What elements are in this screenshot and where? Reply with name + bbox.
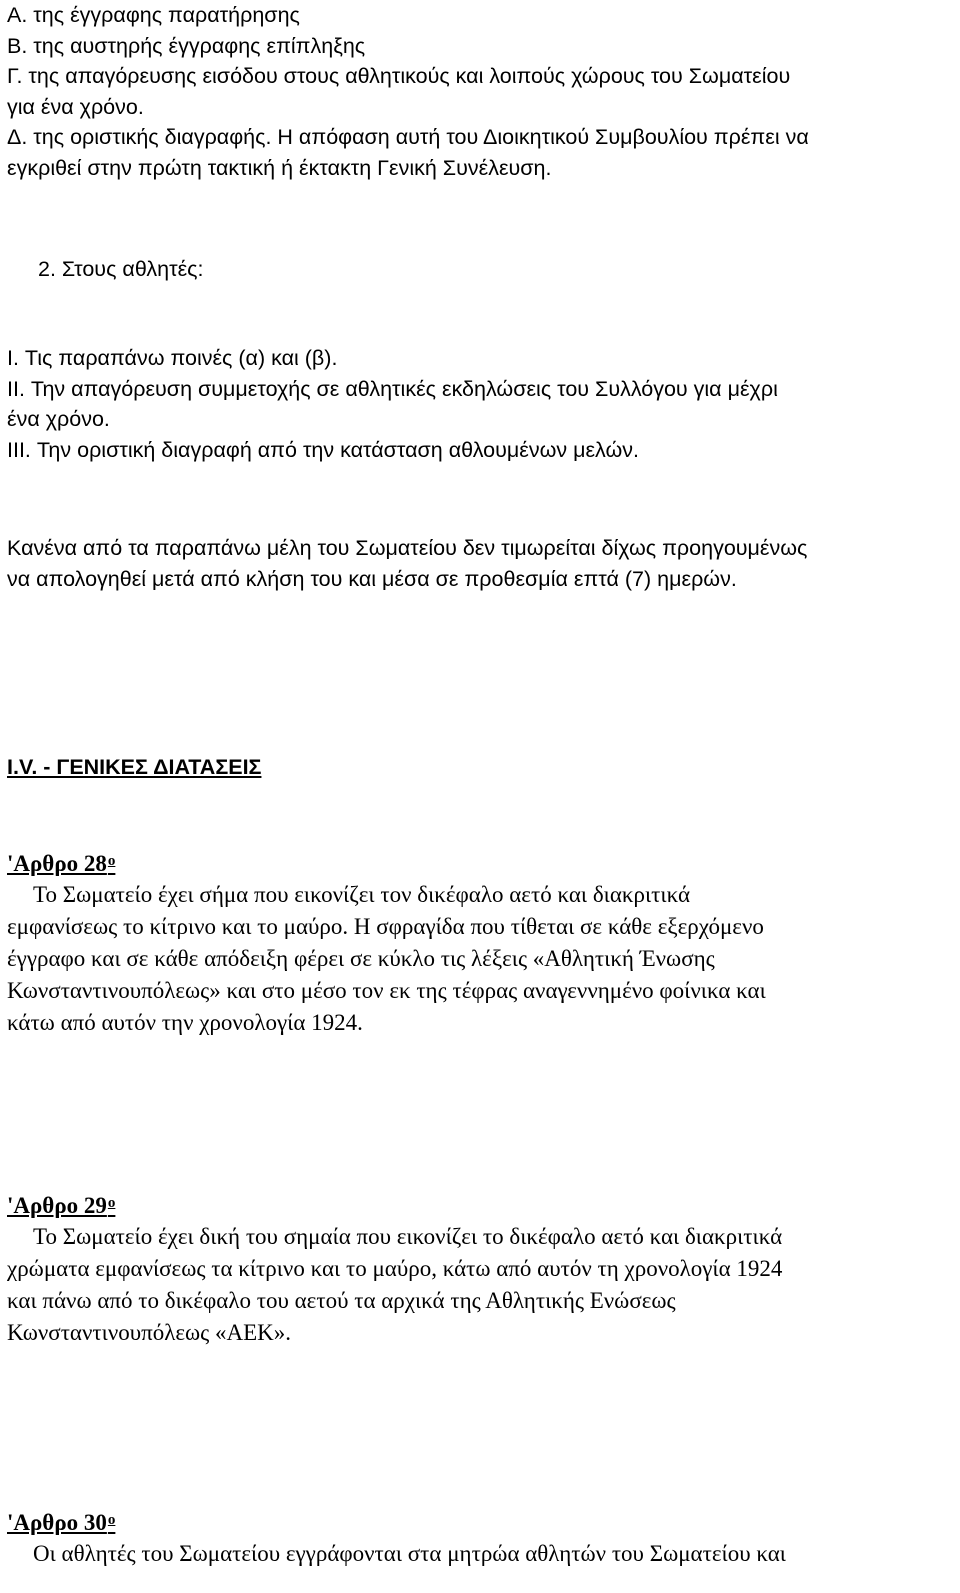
athlete-penalties-list — [7, 343, 953, 465]
article-title: 'Αρθρο $30^o$ — [7, 1510, 116, 1535]
list-item: II. Την απαγόρευση συμμετοχής σε αθλητικές εκδηλώσεις του Συλλόγου για μέχρι — [7, 376, 778, 401]
list-item: Γ. της απαγόρευσης εισόδου στους αθλητικούς και λοιπούς χώρους του Σωματείου — [7, 64, 791, 88]
article-body — [7, 1538, 953, 1570]
paragraph-line: και πάνω από το δικέφαλο του αετού τα αρχικά της Αθλητικής Ενώσεως — [7, 1288, 676, 1313]
article-29 — [7, 1188, 953, 1349]
paragraph-line: κάτω από αυτόν την χρονολογία 1924. — [7, 1010, 363, 1035]
paragraph-line: Το Σωματείο έχει δική του σημαία που εικονίζει το δικέφαλο αετό και διακριτικά — [33, 1224, 783, 1249]
penalty-options-list — [7, 0, 953, 183]
paragraph-line: Κωνσταντινουπόλεως «ΑΕΚ». — [7, 1320, 292, 1345]
paragraph-line: Οι αθλητές του Σωματείου εγγράφονται στα μητρώα αθλητών του Σωματείου και — [33, 1541, 786, 1566]
article-title: 'Αρθρο $29^o$ — [7, 1193, 116, 1218]
list-item: I. Τις παραπάνω ποινές (α) και (β). — [7, 346, 338, 370]
list-item: ένα χρόνο. — [7, 407, 110, 431]
list-item: Α. της έγγραφης παρατήρησης — [7, 3, 300, 27]
paragraph-line: εμφανίσεως το κίτρινο και το μαύρο. Η σφραγίδα που τίθεται σε κάθε εξερχόμενο — [7, 914, 764, 939]
section-heading: I.V. - ΓΕΝΙΚΕΣ ΔΙΑΤΑΣΕΙΣ — [7, 755, 262, 779]
paragraph-line: Κανένα από τα παραπάνω μέλη του Σωματείου δεν τιμωρείται δίχως προηγουμένως — [7, 536, 808, 560]
paragraph-line: έγγραφο και σε κάθε απόδειξη φέρει σε κύκλο τις λέξεις «Αθλητική Ένωσης — [7, 946, 715, 971]
list-item: III. Την οριστική διαγραφή από την κατάσταση αθλουμένων μελών. — [7, 437, 639, 462]
article-30 — [7, 1505, 953, 1570]
paragraph-line: χρώματα εμφανίσεως τα κίτρινο και το μαύρο, κάτω από αυτόν τη χρονολογία 1924 — [7, 1256, 783, 1281]
paragraph-line: να απολογηθεί μετά από κλήση του και μέσα σε προθεσμία επτά (7) ημερών. — [7, 566, 737, 591]
article-body — [7, 879, 953, 1039]
paragraph-line: Το Σωματείο έχει σήμα που εικονίζει τον δικέφαλο αετό και διακριτικά — [33, 882, 691, 907]
list-item: για ένα χρόνο. — [7, 94, 144, 119]
list-item: Β. της αυστηρής έγγραφης επίπληξης — [7, 33, 366, 58]
list-item: Δ. της οριστικής διαγραφής. Η απόφαση αυτή του Διοικητικού Συμβουλίου πρέπει να — [7, 125, 809, 149]
paragraph-line: Κωνσταντινουπόλεως» και στο μέσο τον εκ της τέφρας αναγεννημένο φοίνικα και — [7, 978, 766, 1003]
list-item: εγκριθεί στην πρώτη τακτική ή έκτακτη Γενική Συνέλευση. — [7, 155, 552, 180]
article-body — [7, 1221, 953, 1349]
article-title: 'Αρθρο $28^o$ — [7, 851, 116, 876]
hearing-paragraph — [7, 533, 953, 594]
article-28 — [7, 846, 953, 1039]
athletes-heading: 2. Στους αθλητές: — [38, 257, 204, 281]
